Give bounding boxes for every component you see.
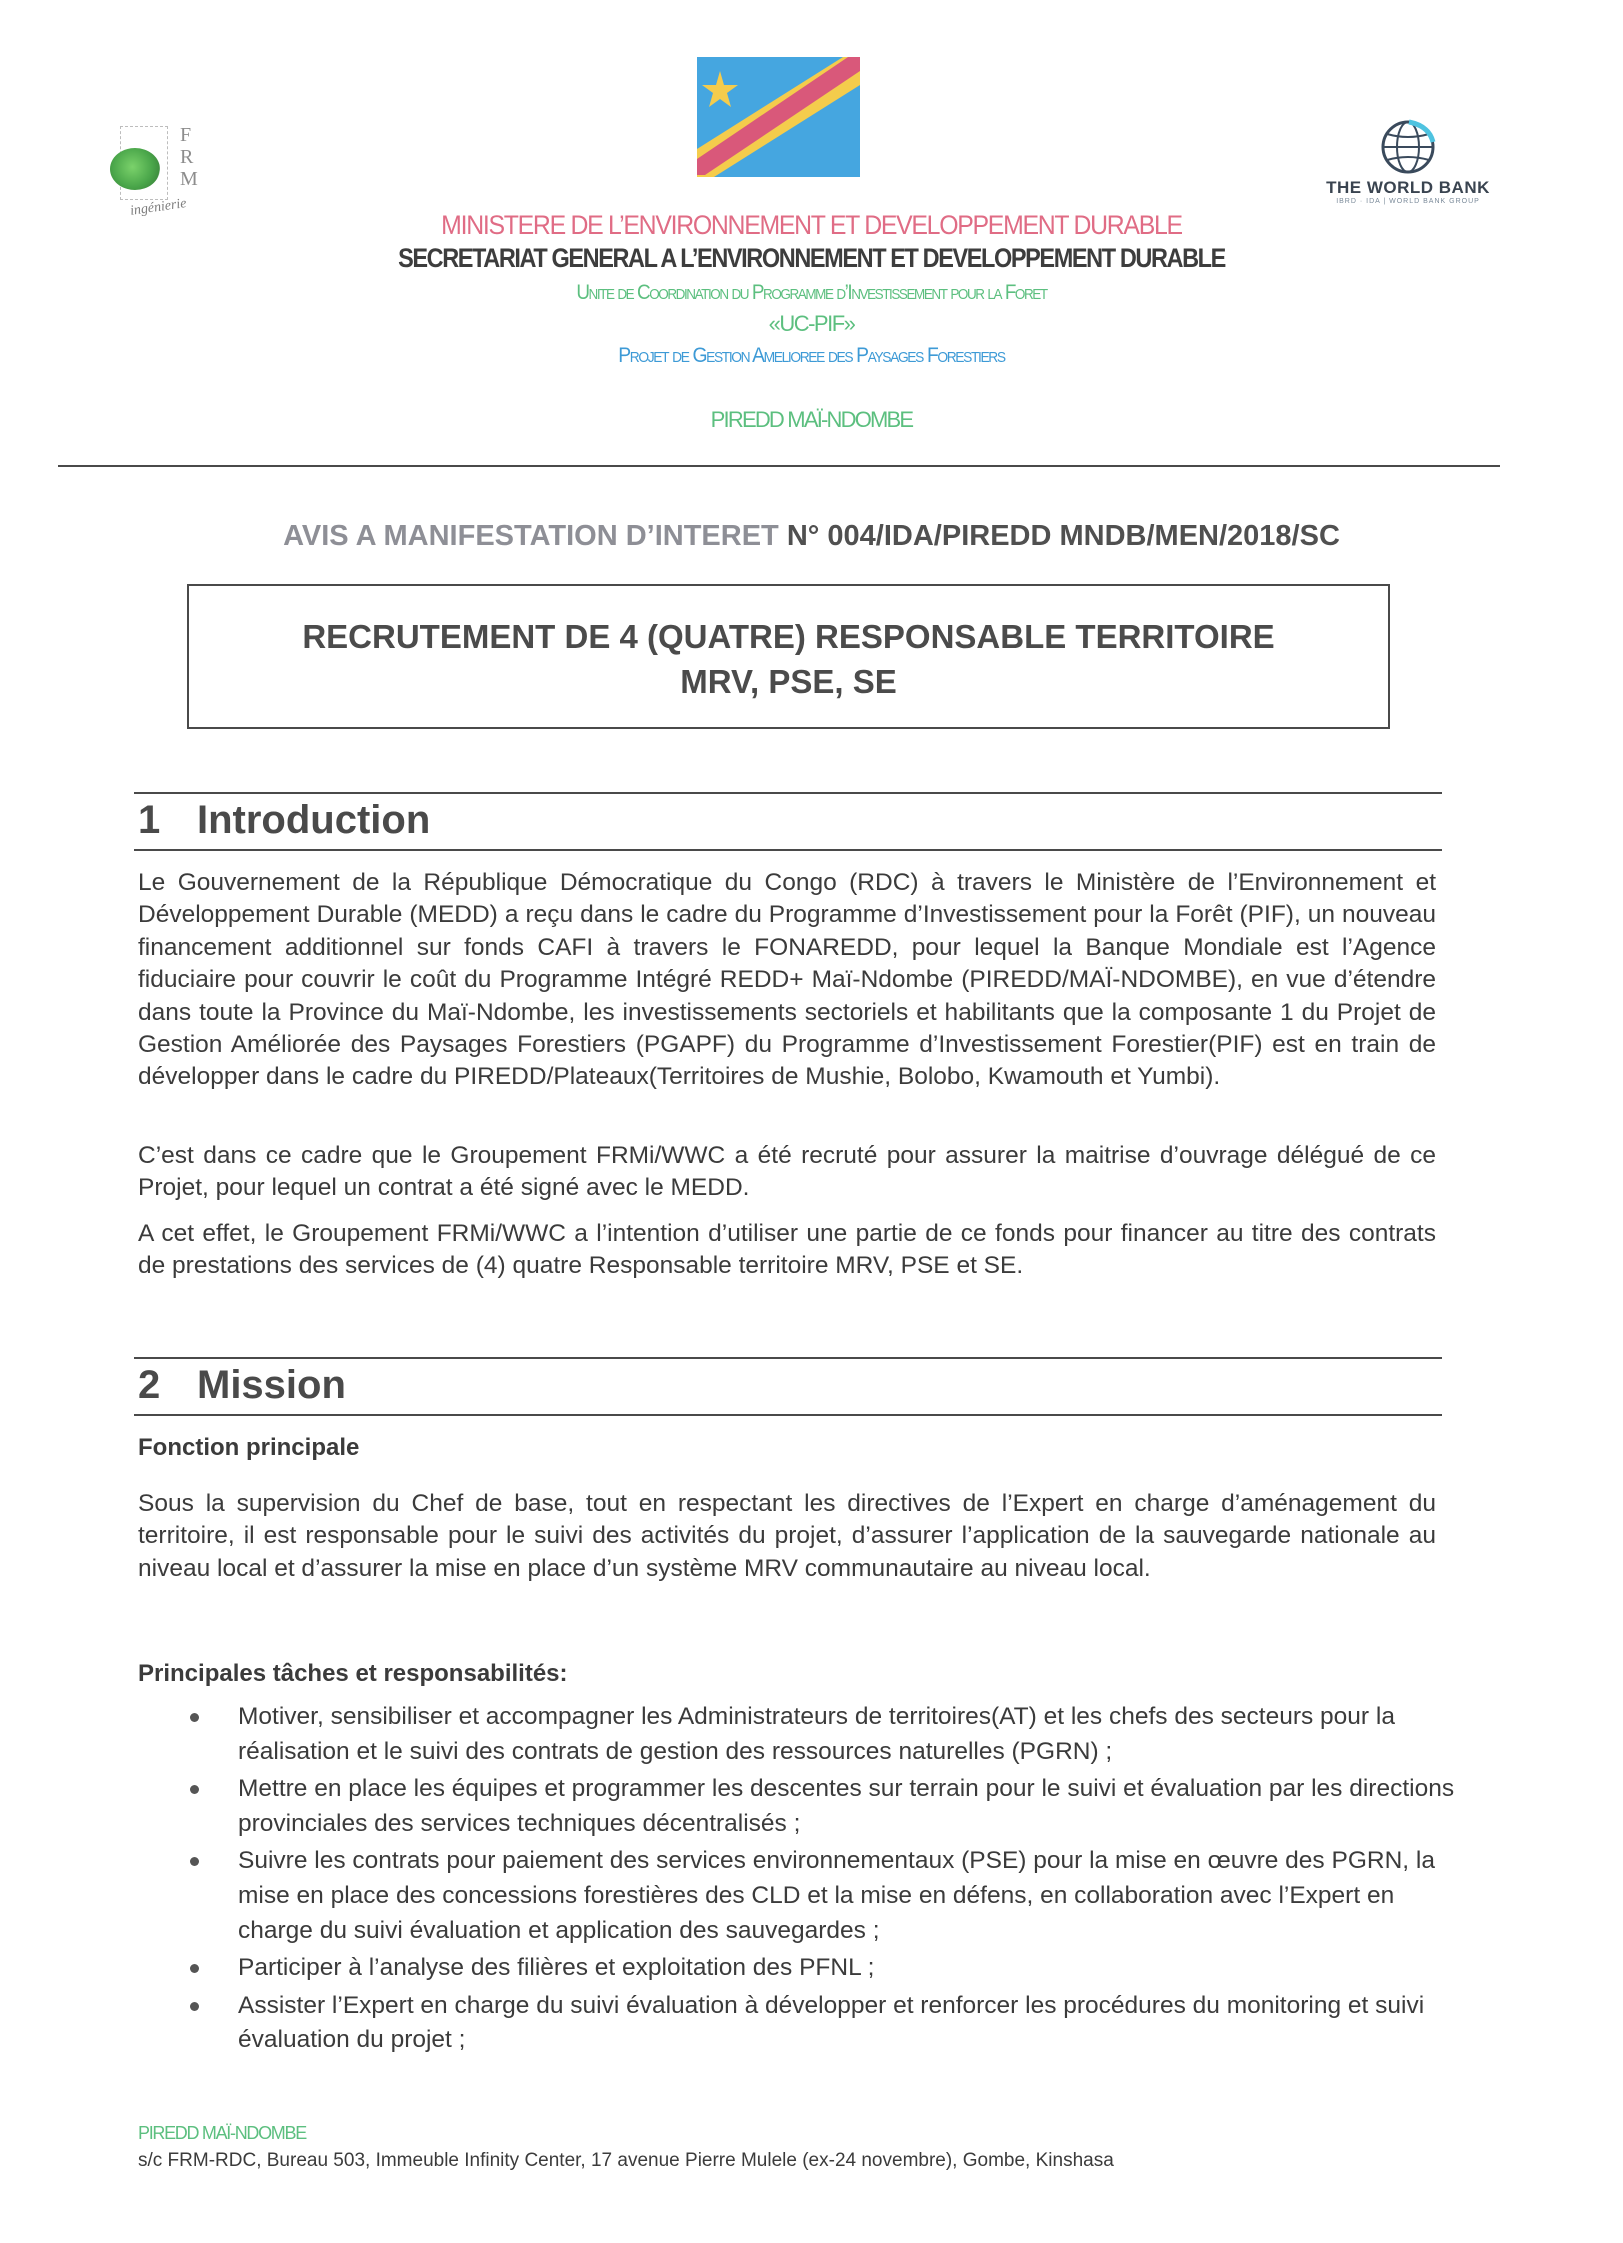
ministry-name: MINISTERE DE L’ENVIRONNEMENT ET DEVELOPPEMENT DURABLE: [441, 210, 1182, 240]
notice-line: [0, 520, 1623, 553]
section-1-bottom-rule: [134, 849, 1442, 851]
coordination-tag: «UC-PIF»: [768, 311, 855, 336]
section-title: Mission: [197, 1363, 346, 1407]
task-item: Motiver, sensibiliser et accompagner les Administrateurs de territoires(AT) et les chefs des secteurs pour la réalisation et le suivi des contrats de gestion des ressources naturelles (PGRN) ;: [138, 1700, 1468, 1769]
drc-flag-graphic: [697, 57, 860, 177]
secretariat-name: SECRETARIAT GENERAL A L’ENVIRONNEMENT ET DEVELOPPEMENT DURABLE: [398, 243, 1225, 273]
section-2-bottom-rule: [134, 1414, 1442, 1416]
tasks-heading: Principales tâches et responsabilités:: [138, 1660, 568, 1687]
task-item: Suivre les contrats pour paiement des services environnementaux (PSE) pour la mise en œuvre des PGRN, la mise en place des concessions forestières des CLD et la mise en défens, en collaboration avec l’Expert en charge du suivi évaluation et application des sauvegardes ;: [138, 1844, 1468, 1948]
bullet-icon: [190, 1713, 199, 1722]
task-item: Participer à l’analyse des filières et exploitation des PFNL ;: [138, 1951, 1468, 1986]
intro-paragraph-2: C’est dans ce cadre que le Groupement FRMi/WWC a été recruté pour assurer la maitrise d’ouvrage délégué de ce Projet, pour lequel un contrat a été signé avec le MEDD.: [138, 1142, 1436, 1202]
section-number: 1: [138, 798, 161, 842]
footer-organization: PIREDD MAÏ-NDOMBE: [138, 2123, 306, 2143]
recruitment-title: [189, 614, 1388, 704]
recruitment-title-box: [187, 584, 1390, 729]
section-heading-introduction: [138, 798, 430, 843]
section-2-top-rule: [134, 1357, 1442, 1359]
mission-paragraph: Sous la supervision du Chef de base, tout en respectant les directives de l’Expert en charge d’aménagement du territoire, il est responsable pour le suivi des activités du projet, d’assurer l’application de la sauvegarde nationale au niveau local et d’assurer la mise en place d’un système MRV communautaire au niveau local.: [138, 1490, 1436, 1582]
section-title: Introduction: [197, 798, 431, 842]
world-bank-globe-icon: [1379, 118, 1437, 176]
header-divider: [58, 465, 1500, 467]
task-item: Assister l’Expert en charge du suivi évaluation à développer et renforcer les procédures du monitoring et suivi évaluation du projet ;: [138, 1989, 1468, 2058]
frm-letters: F R M: [180, 124, 198, 190]
section-1-top-rule: [134, 792, 1442, 794]
world-bank-name: THE WORLD BANK: [1326, 178, 1490, 197]
frm-script-text: ingénierie: [129, 196, 188, 219]
coordination-unit: Unite de Coordination du Programme d’Investissement pour la Foret: [576, 281, 1047, 304]
bullet-icon: [190, 1785, 199, 1794]
project-name: Projet de Gestion Amelioree des Paysages Forestiers: [618, 344, 1005, 367]
section-number: 2: [138, 1363, 161, 1407]
notice-label: AVIS A MANIFESTATION D’INTERET: [283, 520, 779, 552]
drc-flag-icon: [697, 57, 860, 177]
world-bank-logo: [1308, 118, 1508, 213]
title-line-2: MRV, PSE, SE: [680, 663, 897, 700]
world-bank-subtitle: IBRD · IDA | WORLD BANK GROUP: [1336, 198, 1480, 205]
frm-green-tree-icon: [110, 148, 160, 190]
footer-address: s/c FRM-RDC, Bureau 503, Immeuble Infinity Center, 17 avenue Pierre Mulele (ex-24 novembre), Gombe, Kinshasa: [138, 2150, 1114, 2171]
fonction-principale-heading: Fonction principale: [138, 1434, 360, 1461]
notice-reference: N° 004/IDA/PIREDD MNDB/MEN/2018/SC: [786, 520, 1340, 552]
intro-paragraph-1: Le Gouvernement de la République Démocratique du Congo (RDC) à travers le Ministère de l’Environnement et Développement Durable (MEDD) a reçu dans le cadre du Programme d’Investissement pour la Forêt (PIF), un nouveau financement additionnel sur fonds CAFI à travers le FONAREDD, pour lequel la Banque Mondiale est l’Agence fiduciaire pour couvrir le coût du Programme Intégré REDD+ Maï-Ndombe (PIREDD/MAÏ-NDOMBE), en vue d’étendre dans toute la Province du Maï-Ndombe, les investissements sectoriels et habilitants que la composante 1 du Projet de Gestion Améliorée des Paysages Forestiers (PGAPF) du Programme d’Investissement Forestier(PIF) est en train de développer dans le cadre du PIREDD/Plateaux(Territoires de Mushie, Bolobo, Kwamouth et Yumbi).: [138, 869, 1436, 1091]
bullet-icon: [190, 2002, 199, 2011]
frm-ingenierie-logo: [108, 118, 238, 223]
bullet-icon: [190, 1857, 199, 1866]
intro-paragraph-3: A cet effet, le Groupement FRMi/WWC a l’intention d’utiliser une partie de ce fonds pour financer au titre des contrats de prestations des services de (4) quatre Responsable territoire MRV, PSE et SE.: [138, 1220, 1436, 1280]
task-item: Mettre en place les équipes et programmer les descentes sur terrain pour le suivi et évaluation par les directions provinciales des services techniques décentralisés ;: [138, 1772, 1468, 1841]
program-name: PIREDD MAÏ-NDOMBE: [710, 407, 913, 432]
title-line-1: RECRUTEMENT DE 4 (QUATRE) RESPONSABLE TERRITOIRE: [302, 618, 1275, 655]
bullet-icon: [190, 1964, 199, 1973]
tasks-list: [138, 1700, 1468, 2061]
section-heading-mission: [138, 1363, 346, 1408]
